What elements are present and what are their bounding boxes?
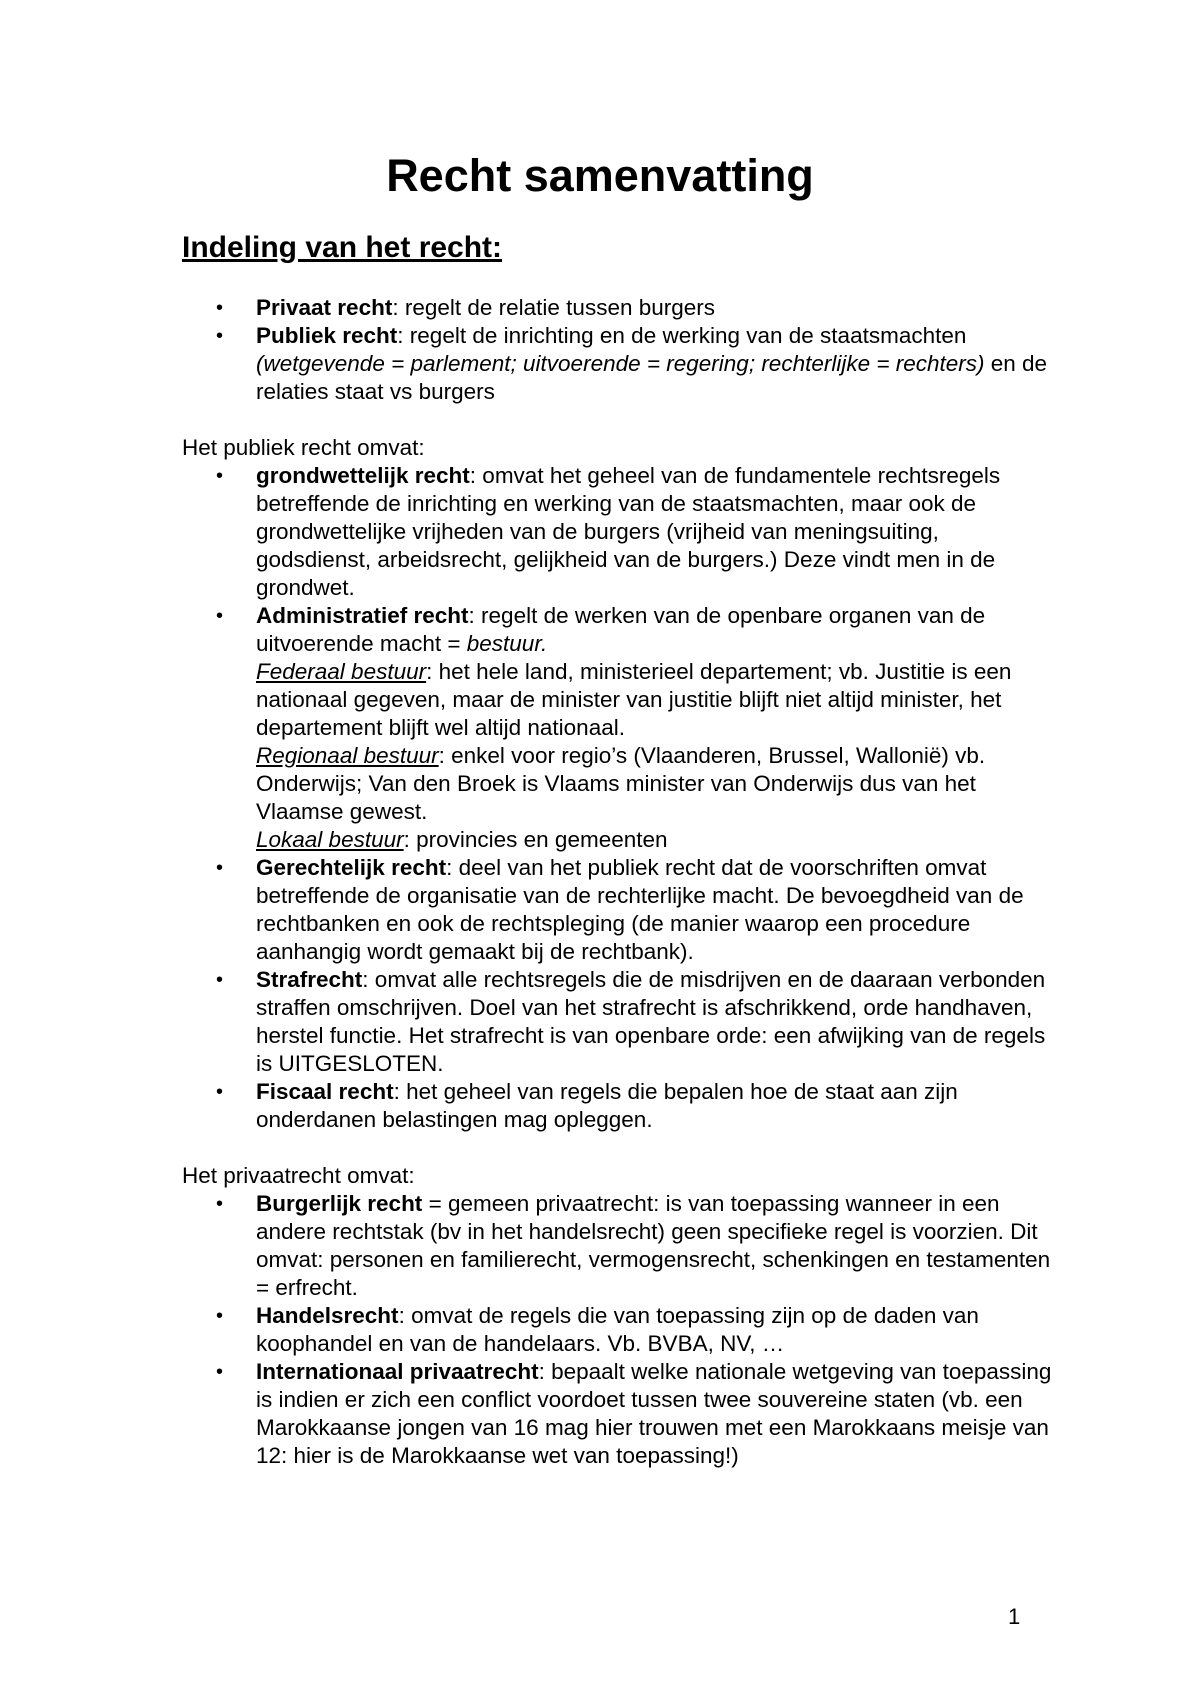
bullet-icon: •	[216, 605, 224, 627]
section-heading: Indeling van het recht:	[182, 231, 503, 264]
list-item: • Administratief recht: regelt de werken van de openbare organen van de uitvoerende macht = bestuur. Federaal bestuur: het hele land, ministerieel departement; vb. Justitie is een nationaal gegeven, maar de minister van justitie blijft niet altijd minister, het departement blijft wel altijd nationaal. Regionaal bestuur: enkel voor regio’s (Vlaanderen, Brussel, Wallonië) vb. Onderwijs; Van den Broek is Vlaams minister van Onderwijs dus van het Vlaamse gewest. Lokaal bestuur: provincies en gemeenten	[216, 603, 1012, 852]
indeling-list	[182, 294, 1052, 406]
list-item: • Gerechtelijk recht: deel van het publiek recht dat de voorschriften omvat betreffende de organisatie van de rechterlijke macht. De bevoegdheid van de rechtbanken en ook de rechtspleging (de manier waarop een procedure aanhangig wordt gemaakt bij de rechtbank).	[216, 855, 1024, 964]
publiek-list	[182, 462, 1052, 1134]
bullet-icon: •	[216, 465, 224, 487]
list-item: • Fiscaal recht: het geheel van regels die bepalen hoe de staat aan zijn onderdanen belastingen mag opleggen.	[216, 1079, 958, 1132]
list-item: • Internationaal privaatrecht: bepaalt welke nationale wetgeving van toepassing is indien er zich een conflict voordoet tussen twee souvereine staten (vb. een Marokkaanse jongen van 16 mag hier trouwen met een Marokkaans meisje van 12: hier is de Marokkaanse wet van toepassing!)	[216, 1359, 1052, 1468]
bullet-icon: •	[216, 1305, 224, 1327]
bullet-icon: •	[216, 325, 224, 347]
bullet-icon: •	[216, 1081, 224, 1103]
list-item: • Strafrecht: omvat alle rechtsregels die de misdrijven en de daaraan verbonden straffen omschrijven. Doel van het strafrecht is afschrikkend, orde handhaven, herstel functie. Het strafrecht is van openbare orde: een afwijking van de regels is UITGESLOTEN.	[216, 967, 1046, 1076]
page-number: 1	[1008, 1604, 1021, 1629]
document-body	[182, 294, 1052, 1470]
bullet-icon: •	[216, 1193, 224, 1215]
list-item: • Burgerlijk recht = gemeen privaatrecht: is van toepassing wanneer in een andere rechtstak (bv in het handelsrecht) geen specifieke regel is voorzien. Dit omvat: personen en familierecht, vermogensrecht, schenkingen en testamenten = erfrecht.	[216, 1191, 1051, 1300]
privaat-list	[182, 1190, 1052, 1470]
bullet-icon: •	[216, 857, 224, 879]
publiek-lead: Het publiek recht omvat:	[182, 435, 425, 460]
list-item: • Privaat recht: regelt de relatie tussen burgers	[216, 295, 716, 320]
sub-label: Regionaal bestuur	[256, 743, 439, 768]
list-item: • Handelsrecht: omvat de regels die van toepassing zijn op de daden van koophandel en van de handelaars. Vb. BVBA, NV, …	[216, 1303, 979, 1356]
privaat-lead: Het privaatrecht omvat:	[182, 1163, 415, 1188]
bullet-icon: •	[216, 297, 224, 319]
bullet-icon: •	[216, 969, 224, 991]
sub-label: Federaal bestuur	[256, 659, 427, 684]
list-item: • grondwettelijk recht: omvat het geheel van de fundamentele rechtsregels betreffende de inrichting en werking van de staatsmachten, maar ook de grondwettelijke vrijheden van de burgers (vrijheid van meningsuiting, godsdienst, arbeidsrecht, gelijkheid van de burgers.) Deze vindt men in de grondwet.	[216, 463, 1001, 600]
document-title: Recht samenvatting	[386, 150, 814, 201]
list-item: • Publiek recht: regelt de inrichting en de werking van de staatsmachten (wetgevende = parlement; uitvoerende = regering; rechterlijke = rechters) en de relaties staat vs burgers	[216, 323, 1048, 404]
sub-label: Lokaal bestuur	[256, 827, 404, 852]
bullet-icon: •	[216, 1361, 224, 1383]
